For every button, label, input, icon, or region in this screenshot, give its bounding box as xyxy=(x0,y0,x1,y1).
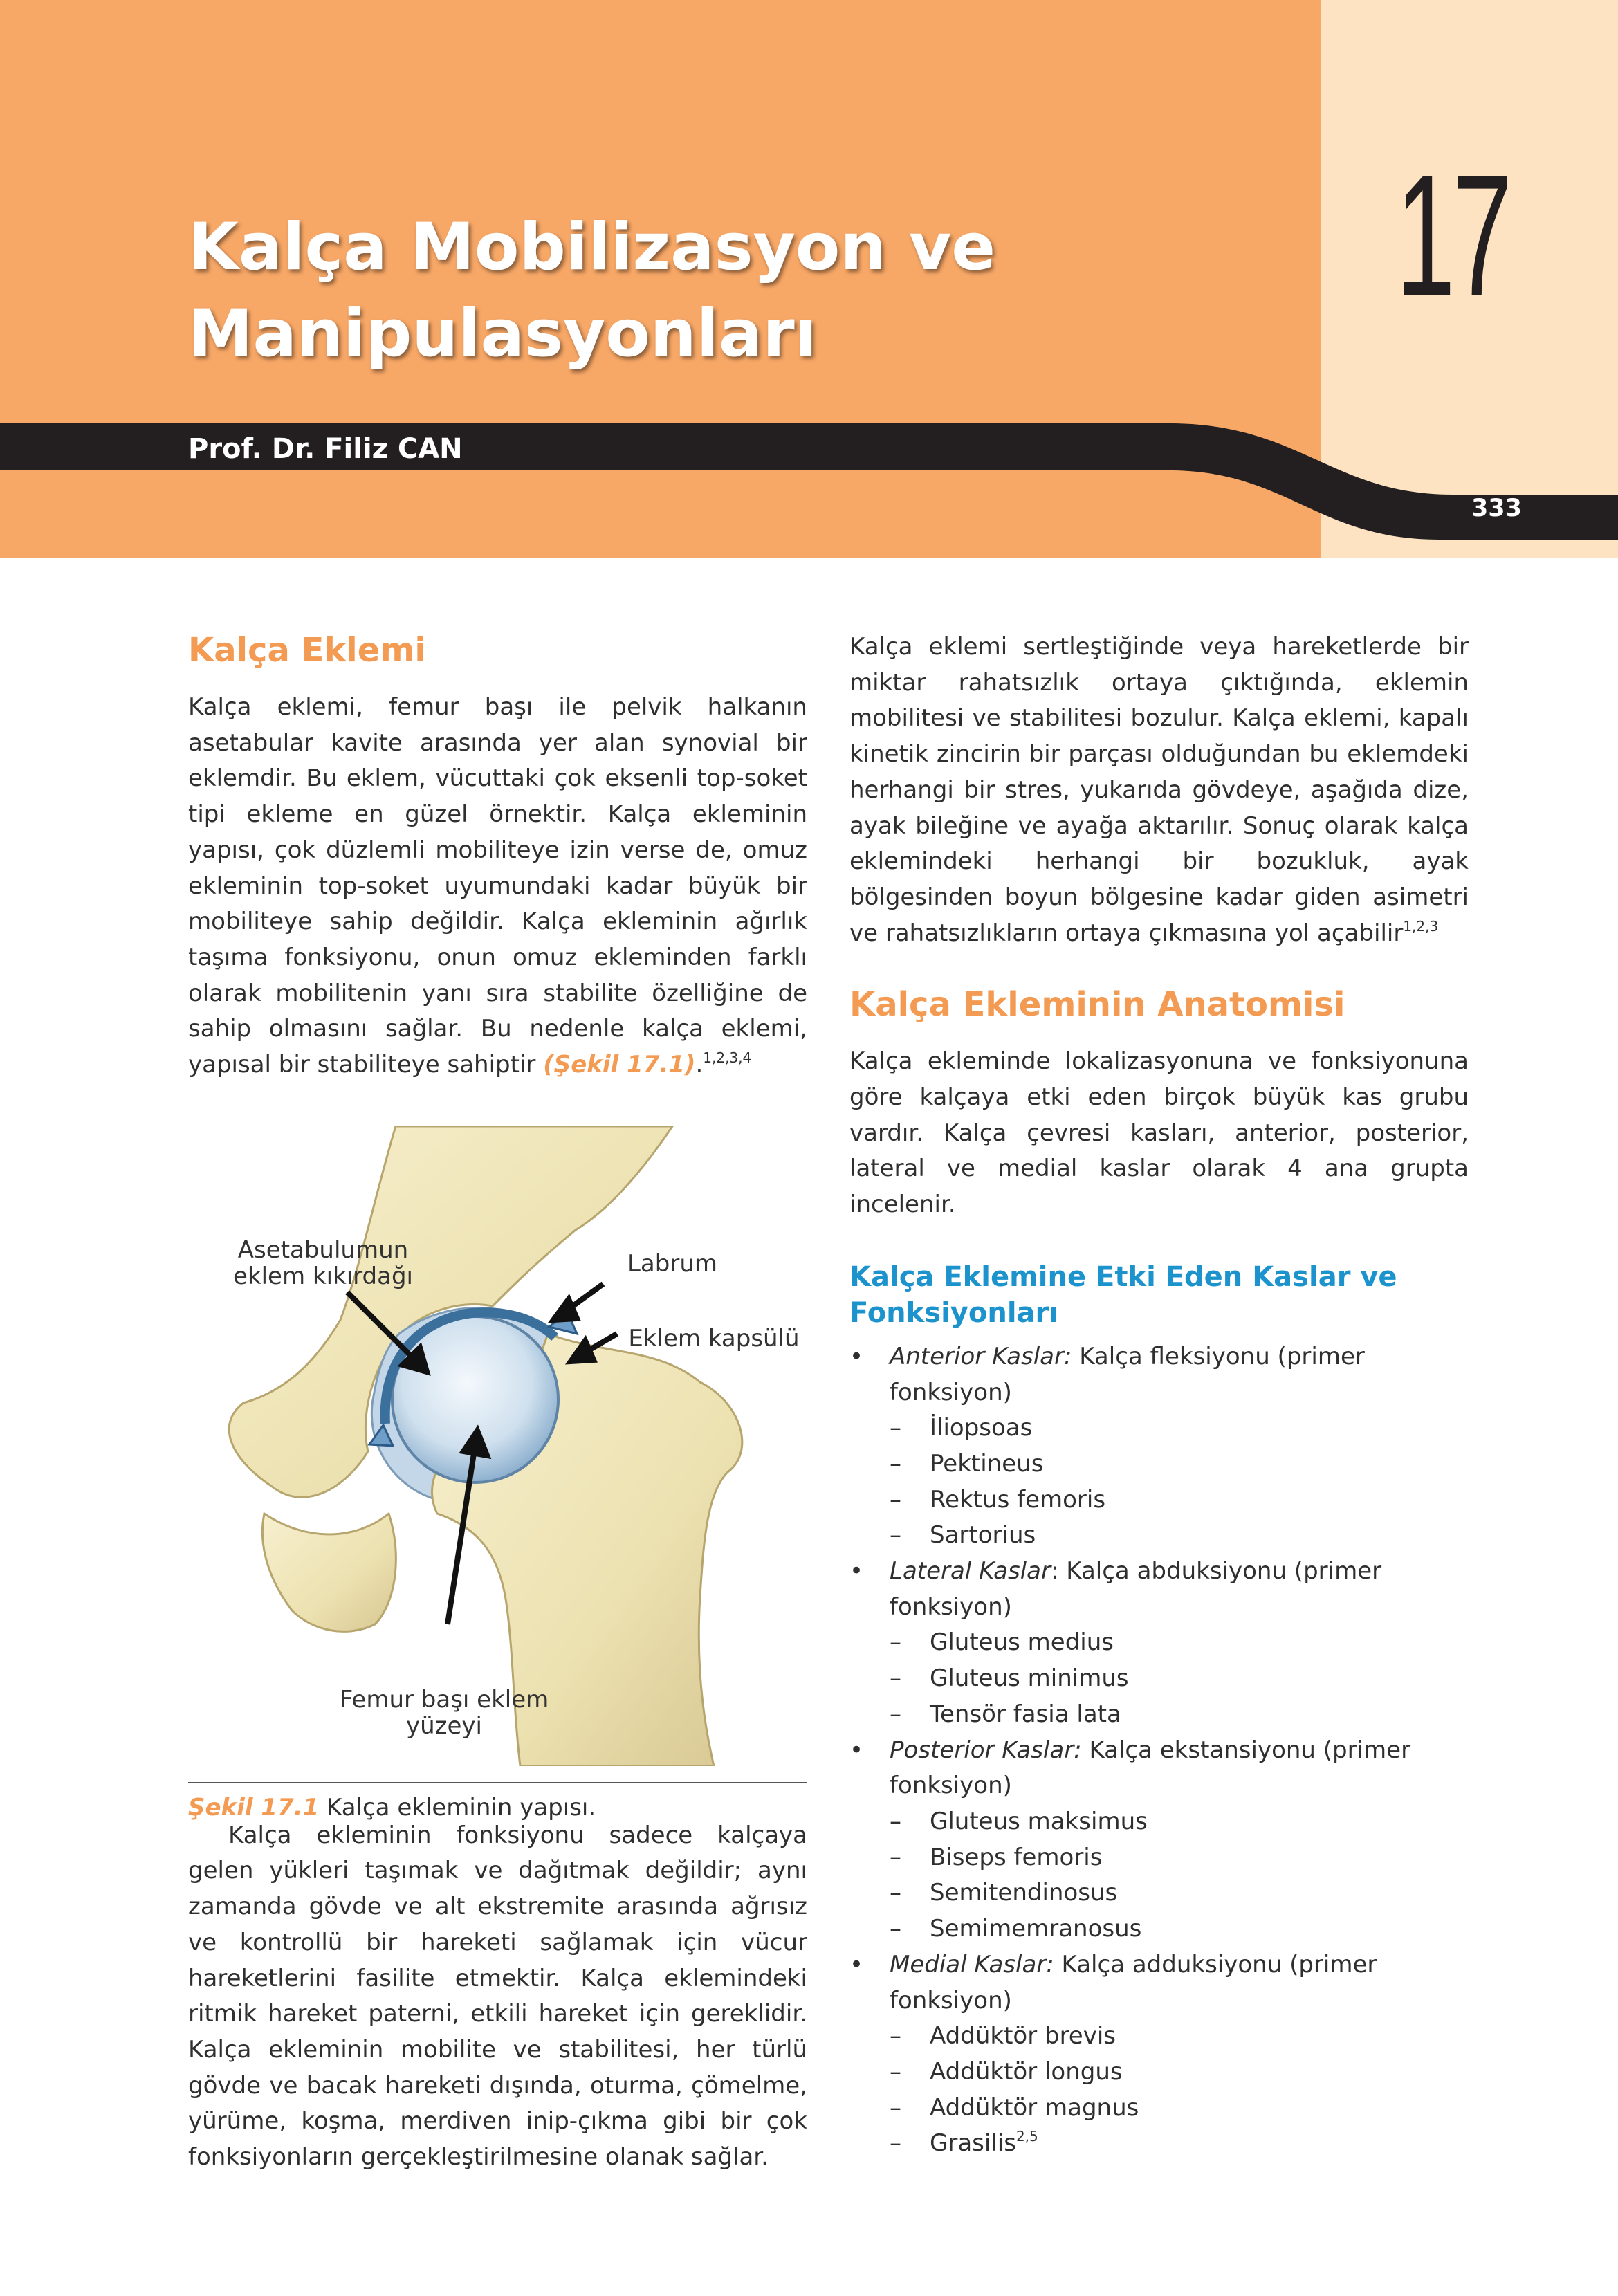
function-text: Kalça ekleminin fonksiyonu sadece kalçaya gelen yükleri taşımak ve dağıtmak değildir; aynı zamanda gövde ve alt ekstremite arasında ağrısız ve kontrollü bir hareketi sağlamak için vücur hareketlerini fasilite etmektir. Kalça eklemindeki ritmik hareket paterni, etkili hareket için gereklidir. Kalça ekleminin mobilite ve stabilitesi, her türlü gövde ve bacak hareketi dışında, oturma, çömelme, yürüme, koşma, merdiven inip-çıkma gibi bir çok fonksiyonların gerçekleştirilmesine olanak sağlar. xyxy=(188,1821,807,2171)
muscle-item xyxy=(890,1911,1469,1947)
label-femoral-head-line1: Femur başı eklem xyxy=(339,1685,549,1714)
muscle-sublist xyxy=(890,2019,1469,2162)
chapter-title xyxy=(188,204,1157,377)
muscle-item-name: Addüktör brevis xyxy=(930,2022,1116,2050)
left-column xyxy=(188,626,807,2176)
muscle-item xyxy=(890,1661,1469,1697)
muscle-sublist xyxy=(890,1411,1469,1554)
dash-marker: – xyxy=(890,1879,901,1907)
dash-marker: – xyxy=(890,2093,901,2122)
intro-paragraph xyxy=(188,690,807,1083)
dash-marker: – xyxy=(890,1449,901,1478)
muscle-item-name: Biseps femoris xyxy=(930,1843,1103,1871)
bullet-marker: • xyxy=(849,1557,864,1586)
muscle-item-name: Grasilis xyxy=(930,2129,1016,2158)
muscle-group-function: Kalça fleksiyonu (primer fonksiyon) xyxy=(890,1342,1365,1406)
dash-marker: – xyxy=(890,1700,901,1728)
muscle-item xyxy=(890,2091,1469,2127)
muscle-item xyxy=(890,1625,1469,1661)
figure-caption-rule xyxy=(188,1782,807,1783)
muscle-item-name: Addüktör magnus xyxy=(930,2093,1139,2122)
bullet-marker: • xyxy=(849,1950,864,1978)
section-heading-muscles: Kalça Eklemine Etki Eden Kaslar ve Fonksiyonları xyxy=(849,1260,1397,1329)
figure-caption xyxy=(188,1792,596,1824)
label-labrum: Labrum xyxy=(627,1249,717,1278)
function-paragraph-continued xyxy=(849,630,1469,951)
dash-marker: – xyxy=(890,1628,901,1657)
section-heading-kalca-eklemi: Kalça Eklemi xyxy=(188,631,426,670)
muscle-item xyxy=(890,1840,1469,1876)
intro-text: Kalça eklemi, femur başı ile pelvik halkanın asetabular kavite arasında yer alan synovial bir eklemdir. Bu eklem, vücuttaki çok eksenli top-soket tipi ekleme en güzel örnektir. Kalça ekleminin yapısı, çok düzlemli mobiliteye izin verse de, omuz ekleminin top-soket uyumundaki kadar büyük bir mobiliteye sahip değildir. Kalça ekleminin ağırlık taşıma fonksiyonu, onun omuz ekleminden farklı olarak mobilitenin yanı sıra stabilite özelliğine de sahip olmasını sağlar. Bu nedenle kalça eklemi, yapısal bir stabiliteye sahiptir xyxy=(188,693,807,1079)
muscle-item xyxy=(890,1697,1469,1733)
dash-marker: – xyxy=(890,1521,901,1550)
dash-marker: – xyxy=(890,1664,901,1693)
muscle-group-function: Kalça ekstansiyonu (primer fonksiyon) xyxy=(890,1736,1411,1800)
muscle-group-list xyxy=(849,1339,1469,2162)
muscle-group xyxy=(849,1733,1469,1947)
label-acetabular-cartilage xyxy=(202,1237,444,1289)
muscle-item xyxy=(890,1875,1469,1911)
muscle-item xyxy=(890,1804,1469,1840)
section-heading-anatomy: Kalça Ekleminin Anatomisi xyxy=(849,985,1345,1025)
muscle-item-name: Semimemranosus xyxy=(930,1915,1142,1943)
muscle-group-function: : Kalça abduksiyonu (primer fonksiyon) xyxy=(890,1557,1382,1621)
dash-marker: – xyxy=(890,1485,901,1514)
citation-superscript-2-continued: 1,2,3 xyxy=(1403,917,1439,935)
dash-marker: – xyxy=(890,1414,901,1442)
chapter-title-line2: Manipulasyonları xyxy=(188,296,817,371)
function-paragraph xyxy=(188,1818,807,2176)
anatomy-paragraph: Kalça ekleminde lokalizasyonuna ve fonksiyonuna göre kalçaya etki eden birçok büyük kas grubu vardır. Kalça çevresi kasları, anterior, posterior, lateral ve medial kaslar olarak 4 ana grupta incelenir. xyxy=(849,1047,1469,1219)
muscle-item-name: Rektus femoris xyxy=(930,1485,1106,1514)
label-femoral-head-line2: yüzeyi xyxy=(405,1711,482,1740)
muscle-group-name: Lateral Kaslar xyxy=(890,1557,1051,1586)
muscle-item-name: İliopsoas xyxy=(930,1414,1033,1442)
label-femoral-head-surface xyxy=(323,1687,565,1739)
muscle-item-name: Gluteus minimus xyxy=(930,1664,1129,1693)
citation-superscript-3: 2,5 xyxy=(1015,2128,1038,2145)
figure-caption-text: Kalça ekleminin yapısı. xyxy=(319,1793,596,1821)
figure-caption-number: Şekil 17.1 xyxy=(188,1793,320,1821)
muscle-item-name: Tensör fasia lata xyxy=(930,1700,1121,1728)
muscle-group-name: Posterior Kaslar: xyxy=(890,1736,1082,1764)
figure-hip-joint xyxy=(188,1126,807,1821)
muscle-item-name: Gluteus maksimus xyxy=(930,1807,1148,1835)
figure-reference-link[interactable]: (Şekil 17.1) xyxy=(543,1051,696,1079)
muscle-sublist xyxy=(890,1625,1469,1732)
muscle-group xyxy=(849,1554,1469,1733)
label-joint-capsule: Eklem kapsülü xyxy=(628,1324,800,1352)
dash-marker: – xyxy=(890,2057,901,2086)
dash-marker: – xyxy=(890,2129,901,2158)
dash-marker: – xyxy=(890,1807,901,1835)
function-text-continued: Kalça eklemi sertleştiğinde veya hareketlerde bir miktar rahatsızlık ortaya çıktığında, eklemin mobilitesi ve stabilitesi bozulur. Kalça eklemi, kapalı kinetik zincirin bir parçası olduğundan bu eklemdeki herhangi bir stres, yukarıda gövdeye, aşağıda dize, ayak bileğine ve ayağa aktarılır. Sonuç olarak kalça eklemindeki herhangi bir bozukluk, ayak bölgesinden boyun bölgesine kadar giden asimetri ve rahatsızlıkların ortaya çıkmasına yol açabilir xyxy=(849,633,1469,947)
muscle-item-name: Semitendinosus xyxy=(930,1879,1118,1907)
hip-joint-illustration xyxy=(188,1126,807,1766)
muscle-sublist xyxy=(890,1804,1469,1947)
dash-marker: – xyxy=(890,2022,901,2050)
muscle-item xyxy=(890,2126,1469,2162)
chapter-number: 17 xyxy=(1395,138,1510,331)
dash-marker: – xyxy=(890,1915,901,1943)
muscle-item-name: Gluteus medius xyxy=(930,1628,1114,1657)
muscle-item xyxy=(890,1482,1469,1518)
muscle-item xyxy=(890,1447,1469,1482)
muscle-item xyxy=(890,2055,1469,2091)
muscle-group-function: Kalça adduksiyonu (primer fonksiyon) xyxy=(890,1950,1377,2014)
muscle-group xyxy=(849,1339,1469,1554)
bullet-marker: • xyxy=(849,1736,864,1764)
muscle-item-name: Addüktör longus xyxy=(930,2057,1123,2086)
bullet-marker: • xyxy=(849,1342,864,1370)
citation-superscript: 1,2,3,4 xyxy=(703,1049,752,1067)
muscle-item-name: Pektineus xyxy=(930,1449,1044,1478)
muscle-item-name: Sartorius xyxy=(930,1521,1036,1550)
label-acetabular-cartilage-line1: Asetabulumun xyxy=(237,1236,409,1264)
intro-text-end: . xyxy=(695,1051,704,1079)
muscle-item xyxy=(890,1411,1469,1447)
dash-marker: – xyxy=(890,1843,901,1871)
label-acetabular-cartilage-line2: eklem kıkırdağı xyxy=(233,1262,413,1290)
muscle-item xyxy=(890,1518,1469,1554)
right-column-flow xyxy=(849,630,1469,2162)
muscle-item xyxy=(890,2019,1469,2055)
muscle-group xyxy=(849,1947,1469,2162)
muscle-group-name: Anterior Kaslar: xyxy=(890,1342,1072,1370)
muscle-group-name: Medial Kaslar: xyxy=(890,1950,1054,1978)
author-name: Prof. Dr. Filiz CAN xyxy=(188,433,463,465)
chapter-title-line1: Kalça Mobilizasyon ve xyxy=(188,210,996,285)
page-number: 333 xyxy=(1471,495,1522,522)
